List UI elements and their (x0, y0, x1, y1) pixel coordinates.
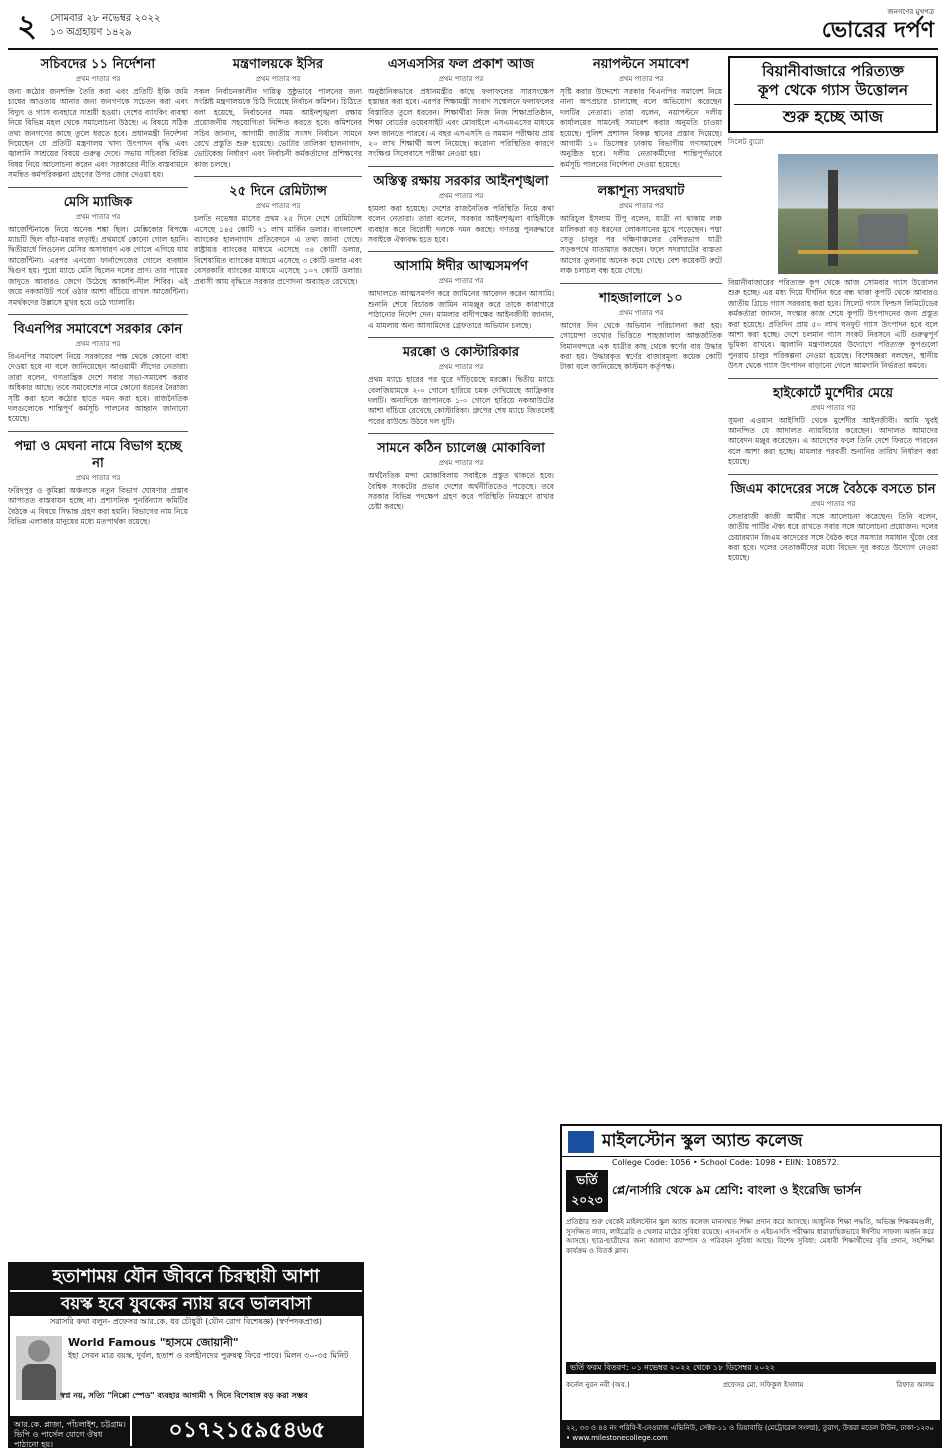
article-text: হামলা করা হয়েছে। দেশের রাজনৈতিক পরিস্থিতি নিয়ে কথা বলেন নেতারা। তারা বলেন, সরকার আইনশৃঙ্খলা বাহিনীকে ব্যবহার করে বিরোধী দলকে দমন করছে। গণতন্ত্র পুনরুদ্ধারে সবাইকে ঐক্যবদ্ধ হতে হবে। (368, 203, 554, 245)
school-description: প্রতিষ্ঠার শুরু থেকেই মাইলস্টোন স্কুল অ্যান্ড কলেজ মানসম্মত শিক্ষা প্রদান করে আসছে। আধুনিক শিক্ষা পদ্ধতি, অভিজ্ঞ শিক্ষকমণ্ডলী, সুসজ্জিত ল্যাব, লাইব্রেরি ও খেলার মাঠের সুবিধা রয়েছে। এসএসসি ও এইচএসসি পরীক্ষায় ধারাবাহিকভাবে ঈর্ষণীয় সাফল্য অর্জন করে আসছে। ছাত্র-ছাত্রীদের জন্য আলাদা ক্যাম্পাস ও পরিবহন সুবিধা আছে। বিশেষ সুবিধা: মেধাবী শিক্ষার্থীদের বৃত্তি প্রদান, সহশিক্ষা কার্যক্রম ও বিতর্ক ক্লাব। (566, 1218, 934, 1255)
article-byline: প্রথম পাতার পর (75, 212, 121, 221)
article-text: বিয়ানীবাজারের পরিত্যক্ত কূপ থেকে আজ সোমবার গ্যাস উত্তোলন শুরু হচ্ছে। এর মধ্য দিয়ে দীর্ঘদিন ধরে বন্ধ থাকা কূপটি থেকে আবারও জাতীয় গ্রিডে গ্যাস সরবরাহ করা হবে। সিলেট গ্যাস ফিল্ডস লিমিটেডের কর্মকর্তারা জানান, সংস্কার কাজ শেষে কূপটি উৎপাদনের জন্য প্রস্তুত করা হয়েছে। প্রতিদিন প্রায় ৫০ লাখ ঘনফুট গ্যাস উৎপাদন হবে বলে আশা করা হচ্ছে। দেশে চলমান গ্যাস সংকট নিরসনে এটি গুরুত্বপূর্ণ ভূমিকা রাখবে। জ্বালানি মন্ত্রণালয়ের উদ্যোগে পরিত্যক্ত কূপগুলো পুনরায় চালুর পরিকল্পনা নেওয়া হয়েছে। বিশেষজ্ঞরা বলছেন, স্থানীয় উৎস থেকে গ্যাস উৎপাদন বাড়ানো গেলে আমদানি নির্ভরতা কমবে। (728, 278, 938, 371)
article-text: সেতারাজী কাজী আর্মীর সঙ্গে আলোচনা করেছেন। তিনি বলেন, জাতীয় পার্টির ঐক্য ধরে রাখতে সবার সঙ্গে আলোচনা প্রয়োজন। দলের চেয়ারম্যান জিএম কাদেরের সঙ্গে বৈঠক করে সমস্যার সমাধান খুঁজে বের করা হবে। দলের নেতাকর্মীদের মধ্যে বিভেদ দূর করতে উদ্যোগ নেওয়া হয়েছে। (728, 511, 938, 563)
article-text: আদালতে আত্মসমর্পণ করে জামিনের আবেদন করেন আসামি। শুনানি শেষে বিচারক জামিন নামঞ্জুর করে তাকে কারাগারে পাঠানোর নির্দেশ দেন। মামলার বাদীপক্ষের আইনজীবী জানান, এ মামলায় অন্য আসামিদের গ্রেফতারে অভিযান চলছে। (368, 289, 554, 330)
ad-phone: ০১৭২১৫৯৫৪৬৫ (130, 1416, 362, 1446)
article-text: আরিচুল ইসলাম টিপু বলেন, যাত্রী না থাকায় লঞ্চ মালিকরা বড় ধরনের লোকসানের মুখে পড়েছেন। পদ্মা সেতু চালুর পর দক্ষিণাঞ্চলের বেশিরভাগ যাত্রী সড়কপথে যাতায়াত করছেন। ফলে সদরঘাটের ব্যস্ততা আগের তুলনায় অনেক কমে গেছে। বেশ কয়েকটি রুটে লঞ্চ চলাচল বন্ধ হয়ে গেছে। (560, 214, 722, 276)
contact-officer: রিফাত আলম (896, 1381, 934, 1389)
article-byline: প্রথম পাতার পর (810, 499, 856, 508)
article-title: মন্ত্রণালয়কে ইসির (232, 57, 324, 72)
divider (368, 251, 554, 252)
school-logo-icon (568, 1131, 594, 1153)
column-2 (194, 56, 362, 287)
article-byline: প্রথম পাতার পর (618, 75, 664, 83)
divider (368, 337, 554, 338)
ad-subline: সরাসরি কথা বলুন- প্রফেসর আর.কে. ধর চৌধুরী (যৌন রোগ বিশেষজ্ঞ) (স্বর্ণপদকপ্রাপ্ত) (49, 1317, 323, 1326)
article-title: ২৫ দিনে রেমিট্যান্স (229, 184, 327, 200)
lead-headline-line1: বিয়ানীবাজারে পরিত্যক্ত (762, 62, 904, 80)
school-contacts (566, 1380, 934, 1390)
gas-tank-shape (858, 214, 908, 254)
page-header (8, 8, 938, 50)
ad-headline-1: হতাশাময় যৌন জীবনে চিরস্থায়ী আশা (10, 1264, 362, 1290)
ad-product (68, 1336, 358, 1361)
gas-pipe-shape (798, 250, 918, 254)
column-4 (560, 56, 722, 373)
masthead-tag: জনগণের মুখপত্র (887, 8, 934, 16)
article-byline: প্রথম পাতার পর (618, 308, 664, 317)
article-byline: সিলেট ব্যুরো (728, 138, 764, 146)
article-text: জন্য কঠোর জনশক্তি তৈরি করা এবং প্রতিটি ইঞ্চি জমি চাষের আওতায় আনার জন্য জনগণকে সচেতন করা এবং বিদ্যুৎ ও গ্যাস ব্যবহারে সাশ্রয়ী হওয়া। দেশের ব্যাংকিং ব্যবস্থা নিয়ে বিভিন্ন মহল থেকে সমালোচনা উঠছে। এ বিষয়ে সঠিক তথ্য জনগণের কাছে তুলে ধরতে হবে। প্রধানমন্ত্রী নির্দেশনা দিয়েছেন যে প্রতিটি মন্ত্রণালয় খাদ্য উৎপাদন বৃদ্ধি এবং জ্বালানি সাশ্রয়ের বিষয়ে গুরুত্ব দেবে। সভায় সচিবরা বিভিন্ন বিষয় নিয়ে আলোচনা করেন এবং সরকারের নীতি বাস্তবায়নে সমন্বিত কর্মপরিকল্পনা গ্রহণের উপর জোর দেওয়া হয়। (8, 87, 188, 180)
article-title: হাইকোর্টে মুর্শেদীর মেয়ে (772, 385, 894, 401)
article-text: চলতি নভেম্বর মাসের প্রথম ২৫ দিনে দেশে রেমিট্যান্স এসেছে ১৪৫ কোটি ৭১ লাখ মার্কিন ডলার। বাংলাদেশ ব্যাংকের হালনাগাদ প্রতিবেদনে এ তথ্য জানা গেছে। রাষ্ট্রায়ত্ত ব্যাংকের মাধ্যমে এসেছে ৩৪ কোটি ডলার, বিশেষায়িত ব্যাংকের মাধ্যমে এসেছে ৩ কোটি ডলার এবং বেসরকারি ব্যাংকের মাধ্যমে এসেছে ১০৭ কোটি ডলার। প্রবাসী আয় বৃদ্ধিতে সরকার প্রণোদনা অব্যাহত রেখেছে। (194, 214, 362, 286)
article-byline: প্রথম পাতার পর (255, 75, 301, 83)
divider (560, 176, 722, 177)
school-codes: College Code: 1056 • School Code: 1098 • EIIN: 108572. (612, 1158, 840, 1167)
article-text: বিএনপির সমাবেশ নিয়ে সরকারের পক্ষ থেকে কোনো বাধা দেওয়া হবে না বলে জানিয়েছেন আওয়ামী লীগের নেতারা। তারা বলেন, গণতান্ত্রিক দেশে সবার সভা-সমাবেশ করার অধিকার আছে। তবে সমাবেশের নামে কোনো ধরনের নৈরাজ্য সৃষ্টি করা হলে কঠোর হাতে দমন করা হবে। রাজনৈতিক দলগুলোকে শান্তিপূর্ণ কর্মসূচি পালনের আহ্বান জানানো হয়েছে। (8, 351, 188, 424)
ad-offer: স্বপ্ন নয়, সত্যি "নিপ্পো স্পেড" ব্যবহার আগামী ৭ দিনে বিশেষাঙ্গ বড় করা সম্ভব (60, 1391, 308, 1400)
divider (8, 314, 188, 315)
article-byline: প্রথম পাতার পর (438, 363, 484, 372)
article-byline: প্রথম পাতার পর (75, 75, 121, 83)
divider (194, 176, 362, 177)
date-gregorian: সোমবার ২৮ নভেম্বর ২০২২ (50, 13, 161, 24)
article-byline: প্রথম পাতার পর (618, 202, 664, 211)
divider (728, 378, 938, 379)
article-title: পদ্মা ও মেঘনা নামে বিভাগ হচ্ছে না (14, 438, 182, 471)
article-title: সামনে কঠিন চ্যালেঞ্জ মোকাবিলা (377, 441, 545, 457)
article-byline: প্রথম পাতার পর (438, 459, 484, 468)
masthead-name: ভোরের দর্পণ (821, 17, 934, 43)
admission-classes: প্লে/নার্সারি থেকে ৯ম শ্রেণি: বাংলা ও ইংরেজি ভার্সন (612, 1183, 862, 1197)
article-title: মরক্কো ও কোস্টারিকার (402, 345, 520, 361)
article-title: নয়াপল্টনে সমাবেশ (592, 57, 690, 72)
date-bangla: ১৩ অগ্রহায়ণ ১৪২৯ (50, 27, 132, 38)
article-title: মেসি ম্যাজিক (63, 194, 133, 210)
article-text: আগের দিন থেকে অভিযান পরিচালনা করা হয়। গোয়েন্দা তথ্যের ভিত্তিতে শাহজালাল আন্তর্জাতিক বিমানবন্দরে এক যাত্রীর কাছ থেকে স্বর্ণের বার উদ্ধার করা হয়। উদ্ধারকৃত স্বর্ণের বাজারমূল্য কয়েক কোটি টাকা বলে জানিয়েছে কাস্টমস কর্তৃপক্ষ। (560, 320, 722, 372)
divider (368, 166, 554, 167)
article-text: অর্থনৈতিক মন্দা মোকাবিলায় সবাইকে প্রস্তুত থাকতে হবে। বৈশ্বিক সংকটের প্রভাব দেশের অর্থনীতিতেও পড়েছে। তবে সরকার বিভিন্ন পদক্ষেপ গ্রহণ করে পরিস্থিতি নিয়ন্ত্রণে রাখার চেষ্টা করছে। (368, 471, 554, 512)
gas-field-photo (778, 154, 938, 274)
divider (728, 474, 938, 475)
article-title: এসএসসির ফল প্রকাশ আজ (387, 57, 535, 72)
column-1 (8, 56, 188, 527)
article-text: সুমনা এওয়ান আইসিটি থেকে মুর্শেদীর আইনজীবী। আমি খুবই আনন্দিত যে আদালত ন্যায়বিচার করেছেন। আদালত আমাদের আবেদন মঞ্জুর করেছেন। এ আদেশের ফলে তিনি দেশে ফিরতে পারবেন বলে আশা করা হচ্ছে। মামলার পরবর্তী শুনানির তারিখ নির্ধারণ করা হয়েছে। (728, 415, 938, 467)
lead-headline-box (728, 56, 938, 133)
article-title: সচিবদের ১১ নির্দেশনা (40, 57, 156, 72)
lead-headline-line2: কূপ থেকে গ্যাস উত্তোলন (757, 81, 909, 99)
article-title: জিএম কাদেরের সঙ্গে বৈঠকে বসতে চান (730, 481, 936, 497)
school-address: ২২, ৩৩ ও ৪৪ নং পরিবি-ই-নেওয়াজ এভিনিউ, সেক্টর-১১ ও ডিয়াবাড়ি (মেট্রোরেল সংলগ্ন), তুরাগ, উত্তরা মডেল টাউন, ঢাকা-১২৩০ • www.milestonecollege.com (562, 1420, 940, 1446)
article-title: লঙ্কাশূন্য সদরঘাট (597, 184, 685, 200)
article-byline: প্রথম পাতার পর (255, 202, 301, 211)
page-number: ২ (17, 9, 37, 44)
article-byline: প্রথম পাতার পর (438, 191, 484, 200)
article-byline: প্রথম পাতার পর (810, 403, 856, 412)
lead-headline-line3: শুরু হচ্ছে আজ (734, 104, 932, 127)
health-advertisement (8, 1262, 364, 1448)
column-3 (368, 56, 554, 513)
column-5 (728, 56, 938, 564)
school-advertisement (560, 1124, 942, 1448)
article-text: আর্জেন্টিনাকে নিয়ে অনেক শঙ্কা ছিল। মেক্সিকোর বিপক্ষে ম্যাচটি ছিল বাঁচা-মরার লড়াই। প্রথমার্ধে কোনো গোল হয়নি। দ্বিতীয়ার্ধে লিওনেল মেসির অসাধারণ এক গোলে এগিয়ে যায় আর্জেন্টিনা। এরপর এনজো ফার্নান্দেজের গোলে ব্যবধান দ্বিগুণ হয়। পুরো ম্যাচে মেসি ছিলেন দলের প্রাণ। তার পায়ের জাদুতে আবারও জেগে উঠেছে আকাশি-নীল শিবির। এই জয়ে নকআউট পর্বে ওঠার আশা বাঁচিয়ে রাখল আর্জেন্টিনা। সমর্থকদের উল্লাসে মুখর হয়ে ওঠে গ্যালারি। (8, 224, 188, 307)
article-title: আসামি ঈদীর আত্মসমর্পণ (394, 259, 528, 275)
article-text: ফরিদপুর ও কুমিল্লা অঞ্চলকে নতুন বিভাগ ঘোষণার প্রস্তাব আপাতত বাস্তবায়ন হচ্ছে না। প্রশাসনিক পুনর্বিন্যাস কমিটির বৈঠকে এ বিষয়ে সিদ্ধান্ত গ্রহণ করা হয়নি। বিভাগের নাম নিয়ে বিভিন্ন এলাকার মানুষের মধ্যে মতপার্থক্য রয়েছে। (8, 485, 188, 526)
article-byline: প্রথম পাতার পর (438, 75, 484, 83)
photo-head-shape (28, 1340, 50, 1362)
article-title: শাহজালালে ১০ (599, 290, 683, 306)
ad-contact-bar (10, 1416, 362, 1449)
article-title: অস্তিত্ব রক্ষায় সরকার আইনশৃঙ্খলা (373, 173, 549, 189)
contact-professor: প্রফেসর মো. সফিকুল ইসলাম (722, 1381, 804, 1389)
admission-badge: ভর্তি ২০২৩ (566, 1170, 608, 1212)
ad-headline-2: বয়স্ক হবে যুবকের ন্যায় রবে ভালবাসা (10, 1292, 362, 1316)
divider (368, 433, 554, 434)
date-box (50, 12, 160, 40)
divider (8, 431, 188, 432)
article-byline: প্রথম পাতার পর (75, 339, 121, 348)
divider (8, 187, 188, 188)
ad-product-text: ইহা সেবন মাত্র বয়স্ক, দুর্বল, হতাশ ও বলহীনদের পুরুষত্ব ফিরে পাবে। মিলন ৩০-৩৫ মিনিট (68, 1351, 349, 1360)
admission-deadline: ভর্তি ফরম বিতরণ: ০১ নভেম্বর ২০২২ থেকে ১৮ ডিসেম্বর ২০২২ (566, 1362, 936, 1374)
contact-principal: কর্নেল নুরন নবী (অব.) (566, 1381, 630, 1389)
masthead (822, 8, 934, 43)
school-name: মাইলস্টোন স্কুল অ্যান্ড কলেজ (562, 1126, 940, 1157)
divider (560, 283, 722, 284)
article-text: প্রথম ম্যাচে হারের পর ঘুরে দাঁড়িয়েছে মরক্কো। দ্বিতীয় ম্যাচে বেলজিয়ামকে ২-০ গোলে হারিয়ে চমক দেখিয়েছে আফ্রিকার দলটি। অন্যদিকে জাপানকে ১-০ গোলে হারিয়ে নকআউটের আশা বাঁচিয়ে রেখেছে কোস্টারিকা। গ্রুপের শেষ ম্যাচে জিতলেই পরের রাউন্ডে উঠবে দল দুটি। (368, 375, 554, 426)
article-byline: প্রথম পাতার পর (75, 473, 121, 482)
article-text: সৃষ্টি করার উদ্দেশ্যে সরকার বিএনপির সমাবেশ নিয়ে নানা অপপ্রচার চালাচ্ছে বলে অভিযোগ করেছেন দলটির নেতারা। তারা বলেন, নয়াপল্টনে দলীয় কার্যালয়ের সামনেই সমাবেশ করার অনুমতি চাওয়া হয়েছে। পুলিশ প্রশাসন বিকল্প স্থানের প্রস্তাব দিয়েছে। আগামী ১০ ডিসেম্বর ঢাকায় বিভাগীয় গণসমাবেশ অনুষ্ঠিত হবে। দলীয় নেতাকর্মীদের শান্তিপূর্ণভাবে কর্মসূচি পালনের নির্দেশনা দেওয়া হয়েছে। (560, 87, 722, 169)
ad-product-name: World Famous "হাসমে জোয়ানী" (68, 1336, 239, 1349)
article-title: বিএনপির সমাবেশে সরকার কোন (13, 321, 183, 337)
article-byline: প্রথম পাতার পর (438, 277, 484, 286)
article-text: অনুষ্ঠানিকভাবে প্রধানমন্ত্রীর কাছে ফলাফলের সারসংক্ষেপ হস্তান্তর করা হবে। এরপর শিক্ষামন্ত্রী সংবাদ সম্মেলনে ফলাফলের বিস্তারিত তুলে ধরবেন। শিক্ষার্থীরা নিজ নিজ শিক্ষাপ্রতিষ্ঠান, শিক্ষা বোর্ডের ওয়েবসাইট এবং মোবাইলে এসএমএসের মাধ্যমে ফল জানতে পারবে। এ বছর এসএসসি ও সমমান পরীক্ষায় প্রায় ২০ লাখ শিক্ষার্থী অংশ নিয়েছে। করোনা পরিস্থিতির কারণে সংক্ষিপ্ত সিলেবাসে পরীক্ষা নেওয়া হয়। (368, 87, 554, 159)
article-text: সকল নির্বাচনকালীন দায়িত্ব সুষ্ঠুভাবে পালনের জন্য সংশ্লিষ্ট মন্ত্রণালয়কে চিঠি দিয়েছে নির্বাচন কমিশন। চিঠিতে বলা হয়েছে, নির্বাচনের সময় আইনশৃঙ্খলা রক্ষায় প্রয়োজনীয় সহযোগিতা নিশ্চিত করতে হবে। কমিশনের সচিব জানান, আগামী জাতীয় সংসদ নির্বাচন সামনে রেখে প্রস্তুতি শুরু হয়েছে। ভোটার তালিকা হালনাগাদ, ভোটকেন্দ্র নির্ধারণ এবং নির্বাচনী কর্মকর্তাদের প্রশিক্ষণের কাজ চলছে। (194, 87, 362, 169)
ad-address: আর.কে. প্লাজা, পাঁচলাইশ, চট্টগ্রাম। ভিপি ও পার্সেল যোগে ঔষধ পাঠানো হয়। (10, 1416, 130, 1446)
